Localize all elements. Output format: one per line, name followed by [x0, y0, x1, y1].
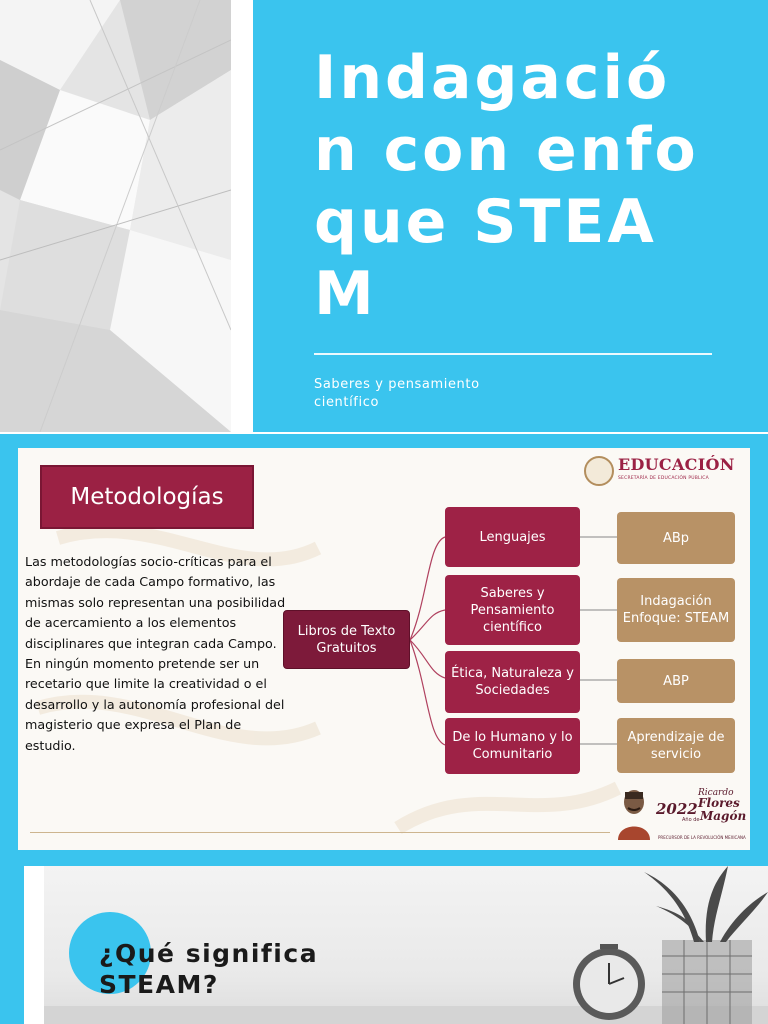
- year-text: 2022: [656, 800, 698, 818]
- methodologies-card: [18, 448, 750, 850]
- slide-subtitle: Saberes y pensamiento científico: [314, 377, 480, 410]
- name-last: Magón: [700, 809, 747, 823]
- card-bottom-rule: [30, 832, 610, 833]
- logo-tagline: PRECURSOR DE LA REVOLUCIÓN MEXICANA: [658, 835, 746, 840]
- campo-node-lenguajes: Lenguajes: [445, 507, 580, 567]
- campo-node-etica: Ética, Naturaleza y Sociedades: [445, 651, 580, 713]
- name-mid: Flores: [698, 796, 740, 810]
- slide-steam-question: [0, 866, 768, 1024]
- architecture-photo: [0, 0, 231, 432]
- anio-text: Año de: [682, 817, 700, 823]
- steam-question-title: ¿Qué significa STEAM?: [99, 939, 319, 999]
- method-node-indagacion: Indagación Enfoque: STEAM: [617, 578, 735, 642]
- description-paragraph-2: En ningún momento pretende ser un recetario que limite la creatividad o el desarrollo y la autonomía profesional del magisterio que expresa el Plan de estudio.: [25, 656, 285, 753]
- title-divider: [314, 353, 712, 355]
- methodologies-heading: Metodologías: [40, 465, 254, 529]
- logo-word: EDUCACIÓN: [618, 455, 735, 474]
- method-node-aprendizaje: Aprendizaje de servicio: [617, 718, 735, 773]
- method-node-abp: ABP: [617, 659, 735, 703]
- root-node-free-textbooks: Libros de Texto Gratuitos: [283, 610, 410, 669]
- flores-magon-logo: [614, 782, 747, 846]
- portrait-icon: [614, 786, 654, 840]
- plant-icon: [644, 866, 768, 1024]
- logo-subtext: SECRETARÍA DE EDUCACIÓN PÚBLICA: [618, 476, 709, 481]
- description-paragraph-1: Las metodologías socio-críticas para el abordaje de cada Campo formativo, las mismas solo representan una posibilidad de acercamiento a los elementos disciplinares que integran cada Campo.: [25, 554, 286, 651]
- slide-title-text: Indagación con enfoque STEAM: [314, 43, 699, 329]
- name-first: Ricardo: [698, 788, 734, 798]
- campo-node-saberes: Saberes y Pensamiento científico: [445, 575, 580, 645]
- clock-icon: [573, 944, 645, 1020]
- campo-node-humano: De lo Humano y lo Comunitario: [445, 718, 580, 774]
- slide-title: [0, 0, 768, 432]
- white-band: [231, 0, 253, 432]
- slide-methodologies: [0, 434, 768, 866]
- method-node-abp-lowercase: ABp: [617, 512, 735, 564]
